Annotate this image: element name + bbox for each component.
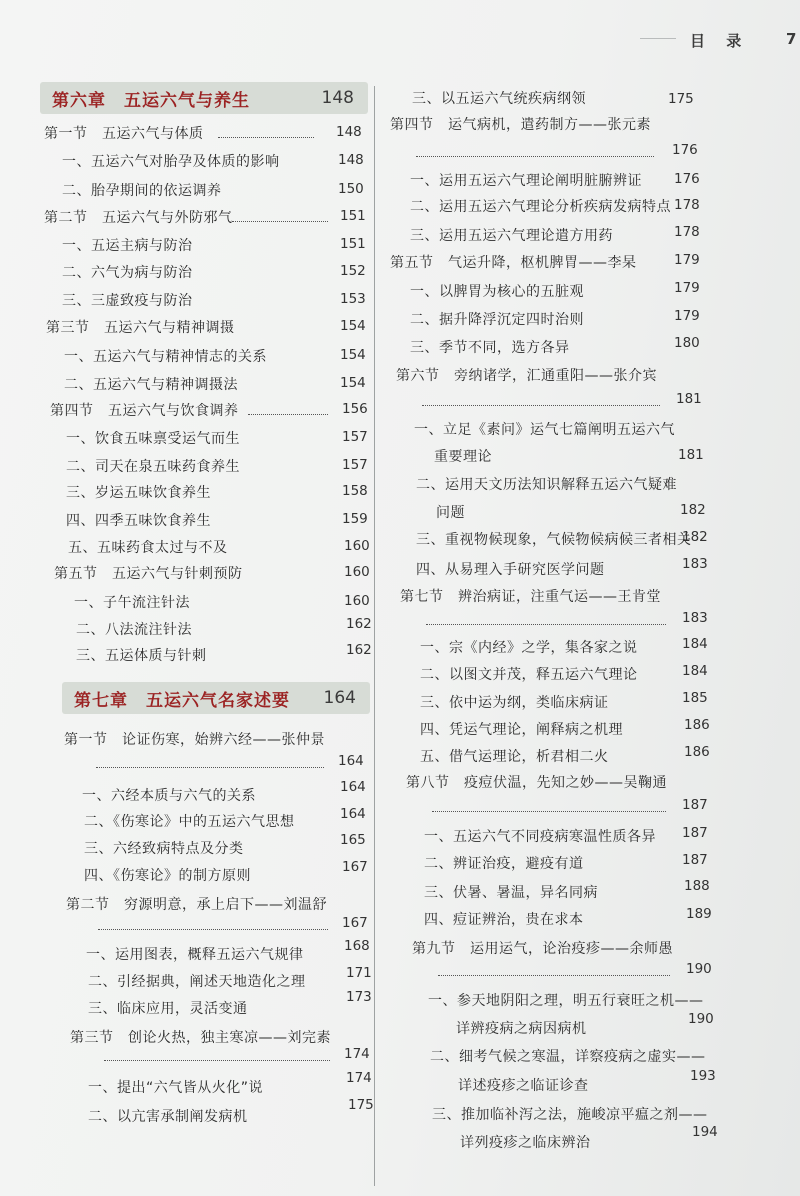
page-number: 188 bbox=[684, 878, 710, 894]
toc-section[interactable]: 第四节 运气病机，遣药制方——张元素 bbox=[390, 117, 651, 133]
page-number: 186 bbox=[684, 744, 710, 760]
toc-section[interactable]: 第七节 辨治病证，注重气运——王肯堂 bbox=[400, 589, 661, 605]
page-number: 152 bbox=[340, 263, 366, 279]
chapter-page: 164 bbox=[323, 688, 356, 708]
toc-subsection[interactable]: 一、五运六气不同疫病寒温性质各异 bbox=[424, 829, 656, 845]
page-number: 187 bbox=[682, 797, 708, 813]
toc-subsection[interactable]: 二、引经据典，阐述天地造化之理 bbox=[88, 974, 306, 990]
toc-section[interactable]: 第六节 旁纳诸学，汇通重阳——张介宾 bbox=[396, 368, 657, 384]
page-number: 190 bbox=[688, 1011, 714, 1027]
header-rule bbox=[640, 38, 676, 39]
page-number: 150 bbox=[338, 181, 364, 197]
toc-subsection[interactable]: 二、八法流注针法 bbox=[76, 622, 192, 638]
page-number: 176 bbox=[674, 171, 700, 187]
page-number: 160 bbox=[344, 593, 370, 609]
page-number: 156 bbox=[342, 401, 368, 417]
toc-subsection[interactable]: 一、宗《内经》之学，集各家之说 bbox=[420, 640, 638, 656]
toc-subsection[interactable]: 二、辨证治疫，避疫有道 bbox=[424, 856, 584, 872]
page-number: 162 bbox=[346, 616, 372, 632]
page-number: 181 bbox=[676, 391, 702, 407]
page-number: 160 bbox=[344, 538, 370, 554]
page-number: 165 bbox=[340, 832, 366, 848]
toc-subsection-cont[interactable]: 问题 bbox=[436, 505, 465, 521]
toc-subsection[interactable]: 一、五运主病与防治 bbox=[62, 238, 193, 254]
page-number: 164 bbox=[340, 806, 366, 822]
page-number: 179 bbox=[674, 308, 700, 324]
toc-section[interactable]: 第三节 五运六气与精神调摄 bbox=[46, 320, 235, 336]
leader-dots bbox=[248, 414, 328, 415]
toc-subsection[interactable]: 四、凭运气理论，阐释病之机理 bbox=[420, 722, 623, 738]
page-number: 185 bbox=[682, 690, 708, 706]
page-number: 164 bbox=[338, 753, 364, 769]
chapter-title: 第七章 五运六气名家述要 bbox=[74, 690, 290, 711]
toc-subsection[interactable]: 三、伏暑、暑温，异名同病 bbox=[424, 885, 598, 901]
page-number: 153 bbox=[340, 291, 366, 307]
toc-subsection[interactable]: 四、从易理入手研究医学问题 bbox=[416, 562, 605, 578]
toc-section[interactable]: 第一节 论证伤寒，始辨六经——张仲景 bbox=[64, 732, 325, 748]
page-number: 154 bbox=[340, 347, 366, 363]
page-number: 182 bbox=[682, 529, 708, 545]
page-number: 171 bbox=[346, 965, 372, 981]
leader-dots bbox=[218, 137, 314, 138]
page-number: 160 bbox=[344, 564, 370, 580]
page-number: 183 bbox=[682, 610, 708, 626]
page-number: 186 bbox=[684, 717, 710, 733]
column-divider bbox=[374, 86, 375, 1186]
page-number: 175 bbox=[668, 91, 694, 107]
page-number: 167 bbox=[342, 915, 368, 931]
toc-section[interactable]: 第五节 气运升降，枢机脾胃——李杲 bbox=[390, 255, 637, 271]
toc-subsection[interactable]: 三、三虚致疫与防治 bbox=[62, 293, 193, 309]
page-number: 162 bbox=[346, 642, 372, 658]
toc-subsection[interactable]: 一、饮食五味禀受运气而生 bbox=[66, 431, 240, 447]
toc-subsection[interactable]: 四、四季五味饮食养生 bbox=[66, 513, 211, 529]
toc-subsection[interactable]: 二、六气为病与防治 bbox=[62, 265, 193, 281]
toc-subsection[interactable]: 四、痘证辨治，贵在求本 bbox=[424, 912, 584, 928]
page-number: 175 bbox=[348, 1097, 374, 1113]
toc-subsection[interactable]: 三、依中运为纲，类临床病证 bbox=[420, 695, 609, 711]
page-number: 148 bbox=[336, 124, 362, 140]
page-number: 176 bbox=[672, 142, 698, 158]
toc-subsection[interactable]: 五、借气运理论，析君相二火 bbox=[420, 749, 609, 765]
toc-subsection-cont[interactable]: 详述疫疹之临证诊查 bbox=[458, 1078, 589, 1094]
toc-subsection[interactable]: 一、以脾胃为核心的五脏观 bbox=[410, 284, 584, 300]
page-number: 173 bbox=[346, 989, 372, 1005]
leader-dots bbox=[432, 811, 666, 812]
toc-subsection[interactable]: 一、运用五运六气理论阐明脏腑辨证 bbox=[410, 173, 642, 189]
page-number: 184 bbox=[682, 663, 708, 679]
page-number: 154 bbox=[340, 375, 366, 391]
page-number: 159 bbox=[342, 511, 368, 527]
page-number: 179 bbox=[674, 280, 700, 296]
page-number: 180 bbox=[674, 335, 700, 351]
toc-subsection[interactable]: 二、运用天文历法知识解释五运六气疑难 bbox=[416, 477, 677, 493]
toc-subsection[interactable]: 三、运用五运六气理论遣方用药 bbox=[410, 228, 613, 244]
page-number: 164 bbox=[340, 779, 366, 795]
leader-dots bbox=[96, 767, 324, 768]
chapter-title: 第六章 五运六气与养生 bbox=[52, 90, 250, 111]
page-number: 174 bbox=[344, 1046, 370, 1062]
toc-section[interactable]: 第一节 五运六气与体质 bbox=[44, 126, 204, 142]
page-number: 151 bbox=[340, 208, 366, 224]
leader-dots bbox=[426, 624, 666, 625]
page-number: 187 bbox=[682, 825, 708, 841]
toc-subsection[interactable]: 四、《伤寒论》的制方原则 bbox=[84, 868, 251, 884]
toc-section[interactable]: 第三节 创论火热，独主寒凉——刘完素 bbox=[70, 1030, 331, 1046]
page-number: 168 bbox=[344, 938, 370, 954]
toc-subsection[interactable]: 三、岁运五味饮食养生 bbox=[66, 485, 211, 501]
toc-subsection[interactable]: 二、胎孕期间的依运调养 bbox=[62, 183, 222, 199]
toc-subsection-cont[interactable]: 详列疫疹之临床辨治 bbox=[460, 1135, 591, 1151]
toc-subsection[interactable]: 一、五运六气与精神情志的关系 bbox=[64, 349, 267, 365]
toc-subsection[interactable]: 一、提出“六气皆从火化”说 bbox=[88, 1080, 264, 1096]
toc-subsection[interactable]: 三、以五运六气统疾病纲领 bbox=[412, 91, 586, 107]
toc-subsection[interactable]: 二、司天在泉五味药食养生 bbox=[66, 459, 240, 475]
page-number: 158 bbox=[342, 483, 368, 499]
page-number: 181 bbox=[678, 447, 704, 463]
leader-dots bbox=[98, 929, 328, 930]
page-number: 151 bbox=[340, 236, 366, 252]
toc-subsection[interactable]: 一、六经本质与六气的关系 bbox=[82, 788, 256, 804]
toc-subsection[interactable]: 二、《伤寒论》中的五运六气思想 bbox=[84, 814, 295, 830]
page-number: 183 bbox=[682, 556, 708, 572]
toc-subsection[interactable]: 二、以图文并茂，释五运六气理论 bbox=[420, 667, 638, 683]
page-number: 178 bbox=[674, 197, 700, 213]
toc-subsection[interactable]: 三、临床应用，灵活变通 bbox=[88, 1001, 248, 1017]
page-number: 174 bbox=[346, 1070, 372, 1086]
leader-dots bbox=[422, 405, 660, 406]
toc-subsection[interactable]: 三、重视物候现象，气候物候病候三者相关 bbox=[416, 532, 692, 548]
toc-section[interactable]: 第二节 五运六气与外防邪气 bbox=[44, 210, 233, 226]
page-number: 178 bbox=[674, 224, 700, 240]
page-number: 157 bbox=[342, 457, 368, 473]
toc-section[interactable]: 第五节 五运六气与针刺预防 bbox=[54, 566, 243, 582]
running-header-title: 目 录 bbox=[690, 32, 750, 50]
chapter-7-heading[interactable] bbox=[62, 682, 370, 714]
leader-dots bbox=[104, 1060, 330, 1061]
toc-subsection[interactable]: 一、立足《素问》运气七篇阐明五运六气 bbox=[414, 422, 675, 438]
page-number: 179 bbox=[674, 252, 700, 268]
page-number: 182 bbox=[680, 502, 706, 518]
toc-subsection[interactable]: 一、参天地阴阳之理，明五行衰旺之机—— bbox=[428, 993, 704, 1009]
toc-subsection[interactable]: 三、六经致病特点及分类 bbox=[84, 841, 244, 857]
toc-subsection[interactable]: 一、五运六气对胎孕及体质的影响 bbox=[62, 154, 280, 170]
toc-section[interactable]: 第四节 五运六气与饮食调养 bbox=[50, 403, 239, 419]
toc-subsection[interactable]: 一、运用图表，概释五运六气规律 bbox=[86, 947, 304, 963]
leader-dots bbox=[232, 221, 328, 222]
page-number: 154 bbox=[340, 318, 366, 334]
page-number: 194 bbox=[692, 1124, 718, 1140]
page-number: 184 bbox=[682, 636, 708, 652]
leader-dots bbox=[438, 975, 670, 976]
toc-subsection[interactable]: 二、据升降浮沉定四时治则 bbox=[410, 312, 584, 328]
page-number: 190 bbox=[686, 961, 712, 977]
toc-section[interactable]: 第九节 运用运气，论治疫疹——余师愚 bbox=[412, 941, 673, 957]
chapter-page: 148 bbox=[321, 88, 354, 108]
toc-subsection-cont[interactable]: 详辨疫病之病因病机 bbox=[456, 1021, 587, 1037]
leader-dots bbox=[416, 156, 654, 157]
page-number: 148 bbox=[338, 152, 364, 168]
toc-subsection[interactable]: 五、五味药食太过与不及 bbox=[68, 540, 228, 556]
toc-subsection[interactable]: 三、季节不同，选方各异 bbox=[410, 340, 570, 356]
toc-subsection[interactable]: 二、细考气候之寒温，详察疫病之虚实—— bbox=[430, 1049, 706, 1065]
page-number: 157 bbox=[342, 429, 368, 445]
toc-section[interactable]: 第二节 穷源明意，承上启下——刘温舒 bbox=[66, 897, 327, 913]
toc-subsection[interactable]: 三、推加临补泻之法，施峻凉平瘟之剂—— bbox=[432, 1107, 708, 1123]
toc-subsection-cont[interactable]: 重要理论 bbox=[434, 449, 492, 465]
page-number: 189 bbox=[686, 906, 712, 922]
page-number: 167 bbox=[342, 859, 368, 875]
toc-subsection[interactable]: 三、五运体质与针刺 bbox=[76, 648, 207, 664]
page-number: 187 bbox=[682, 852, 708, 868]
toc-subsection[interactable]: 二、以亢害承制阐发病机 bbox=[88, 1109, 248, 1125]
toc-section[interactable]: 第八节 疫痘伏温，先知之妙——吴鞠通 bbox=[406, 775, 667, 791]
toc-subsection[interactable]: 二、五运六气与精神调摄法 bbox=[64, 377, 238, 393]
running-header-page: 7 bbox=[786, 30, 797, 48]
toc-subsection[interactable]: 一、子午流注针法 bbox=[74, 595, 190, 611]
chapter-6-heading[interactable] bbox=[40, 82, 368, 114]
toc-subsection[interactable]: 二、运用五运六气理论分析疾病发病特点 bbox=[410, 199, 671, 215]
page-number: 193 bbox=[690, 1068, 716, 1084]
